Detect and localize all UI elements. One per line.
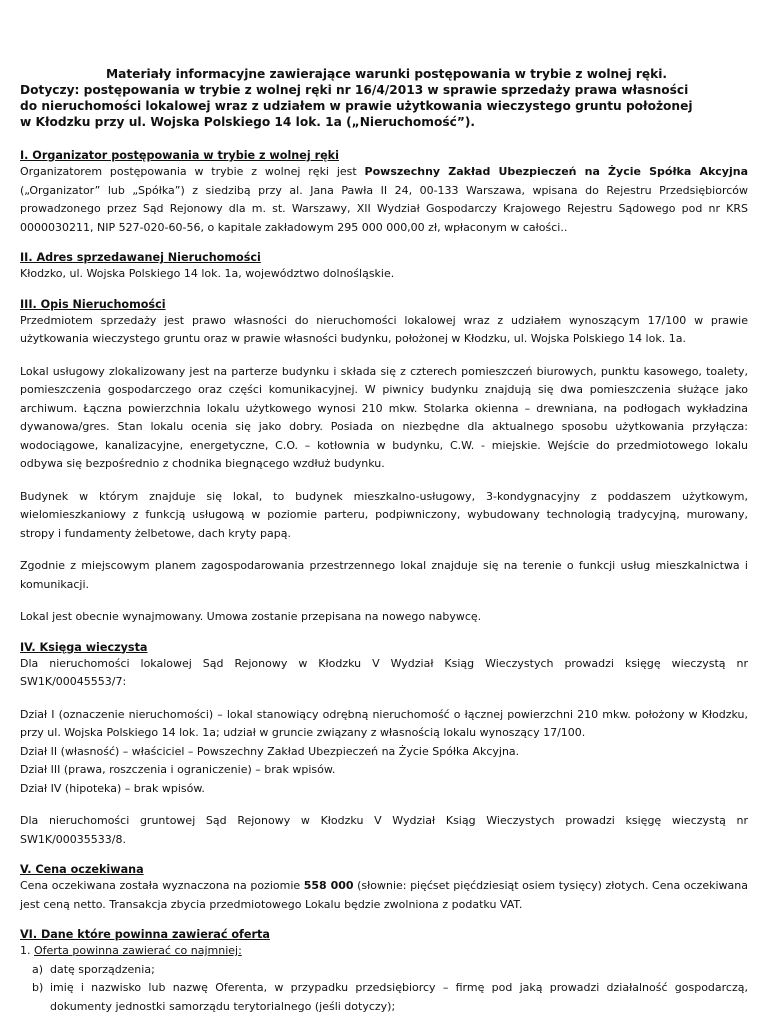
section-land-register	[20, 640, 748, 850]
sub-list-item	[32, 979, 748, 1016]
title-line-4: w Kłodzku przy ul. Wojska Polskiego 14 lok. 1a („Nieruchomość”).	[20, 114, 748, 130]
sub-list-item	[32, 961, 748, 980]
title-line-3: do nieruchomości lokalowej wraz z udziałem w prawie użytkowania wieczystego gruntu położonej	[20, 98, 748, 114]
section-offer-data	[20, 927, 748, 1016]
organizer-paragraph	[20, 163, 748, 237]
section-heading: IV. Księga wieczysta	[20, 640, 748, 655]
list-item-label: Oferta powinna zawierać co najmniej:	[34, 944, 242, 957]
land-register-paragraph: Dla nieruchomości lokalowej Sąd Rejonowy w Kłodzku V Wydział Ksiąg Wieczystych prowadzi księgę wieczystą nr SW1K/00045553/7:	[20, 655, 748, 692]
offer-requirements-list	[20, 942, 748, 1016]
section-heading: V. Cena oczekiwana	[20, 862, 748, 877]
offer-sub-list	[20, 961, 748, 1016]
price-text-pre: Cena oczekiwana została wyznaczona na poziomie	[20, 879, 304, 892]
list-item-number: 1.	[20, 944, 31, 957]
land-register-division: Dział I (oznaczenie nieruchomości) – lokal stanowiący odrębną nieruchomość o łącznej powierzchni 210 mkw. położony w Kłodzku, przy ul. Wojska Polskiego 14 lok. 1a; udział w gruncie związany z własnością lokalu wynoszący 17/100.	[20, 706, 748, 743]
description-paragraph: Lokal jest obecnie wynajmowany. Umowa zostanie przepisana na nowego nabywcę.	[20, 608, 748, 627]
address-text: Kłodzko, ul. Wojska Polskiego 14 lok. 1a, województwo dolnośląskie.	[20, 265, 748, 284]
section-heading: VI. Dane które powinna zawierać oferta	[20, 927, 748, 942]
organizer-name: Powszechny Zakład Ubezpieczeń na Życie Spółka Akcyjna	[365, 165, 748, 178]
section-price	[20, 862, 748, 914]
land-register-division: Dział IV (hipoteka) – brak wpisów.	[20, 780, 748, 799]
section-heading: I. Organizator postępowania w trybie z wolnej ręki	[20, 148, 748, 163]
section-heading: III. Opis Nieruchomości	[20, 297, 748, 312]
price-text-post: (słownie: pięćset pięćdziesiąt osiem tysięcy) złotych. Cena oczekiwana jest ceną netto. Transakcja zbycia przedmiotowego Lokalu będzie zwolniona z podatku VAT.	[20, 879, 748, 911]
section-address	[20, 250, 748, 284]
sub-item-marker: a)	[32, 961, 43, 980]
land-register-division: Dział II (własność) – właściciel – Powszechny Zakład Ubezpieczeń na Życie Spółka Akcyjna.	[20, 743, 748, 762]
organizer-text-post: („Organizator” lub „Spółka”) z siedzibą przy al. Jana Pawła II 24, 00-133 Warszawa, wpisana do Rejestru Przedsiębiorców prowadzonego przez Sąd Rejonowy dla m. st. Warszawy, XII Wydział Gospodarczy Krajowego Rejestru Sądowego pod nr KRS 0000030211, NIP 527-020-60-56, o kapitale zakładowym 295 000 000,00 zł, wpłaconym w całości..	[20, 184, 748, 234]
title-line-2: Dotyczy: postępowania w trybie z wolnej ręki nr 16/4/2013 w sprawie sprzedaży prawa własności	[20, 82, 748, 98]
section-description	[20, 297, 748, 627]
sub-item-text: datę sporządzenia;	[50, 963, 155, 976]
section-organizer	[20, 148, 748, 237]
document-title	[20, 66, 748, 130]
land-register-division: Dział III (prawa, roszczenia i ograniczenie) – brak wpisów.	[20, 761, 748, 780]
description-paragraph: Przedmiotem sprzedaży jest prawo własności do nieruchomości lokalowej wraz z udziałem wynoszącym 17/100 w prawie użytkowania wieczystego gruntu oraz w prawie własności budynku, położonej w Kłodzku, ul. Wojska Polskiego 14 lok. 1a.	[20, 312, 748, 349]
description-paragraph: Lokal usługowy zlokalizowany jest na parterze budynku i składa się z czterech pomieszczeń biurowych, punktu kasowego, toalety, pomieszczenia gospodarczego oraz części komunikacyjnej. W piwnicy budynku znajdują się dwa pomieszczenia służące jako archiwum. Łączna powierzchnia lokalu użytkowego wynosi 210 mkw. Stolarka okienna – drewniana, na podłogach wykładzina dywanowa/gres. Stan lokalu ocenia się jako dobry. Posiada on niezbędne dla aktualnego sposobu użytkowania przyłącza: wodociągowe, kanalizacyjne, energetyczne, C.O. – kotłownia w budynku, C.W. - miejskie. Wejście do przedmiotowego lokalu odbywa się bezpośrednio z chodnika biegnącego wzdłuż budynku.	[20, 363, 748, 474]
sub-item-text: imię i nazwisko lub nazwę Oferenta, w przypadku przedsiębiorcy – firmę pod jaką prowadzi działalność gospodarczą, dokumenty jednostki samorządu terytorialnego (jeśli dotyczy);	[50, 981, 748, 1013]
list-item	[20, 942, 748, 1016]
price-value: 558 000	[304, 879, 354, 892]
price-paragraph	[20, 877, 748, 914]
description-paragraph: Budynek w którym znajduje się lokal, to budynek mieszkalno-usługowy, 3-kondygnacyjny z poddaszem użytkowym, wielomieszkaniowy z funkcją usługową w poziomie parteru, podpiwniczony, wybudowany technologią tradycyjną, murowany, stropy i fundamenty żelbetowe, dach kryty papą.	[20, 488, 748, 544]
title-line-1: Materiały informacyjne zawierające warunki postępowania w trybie z wolnej ręki.	[20, 66, 748, 82]
section-heading: II. Adres sprzedawanej Nieruchomości	[20, 250, 748, 265]
sub-item-marker: b)	[32, 979, 43, 998]
description-paragraph: Zgodnie z miejscowym planem zagospodarowania przestrzennego lokal znajduje się na terenie o funkcji usług mieszkalnictwa i komunikacji.	[20, 557, 748, 594]
land-register-paragraph: Dla nieruchomości gruntowej Sąd Rejonowy w Kłodzku V Wydział Ksiąg Wieczystych prowadzi księgę wieczystą nr SW1K/00035533/8.	[20, 812, 748, 849]
organizer-text-pre: Organizatorem postępowania w trybie z wolnej ręki jest	[20, 165, 365, 178]
